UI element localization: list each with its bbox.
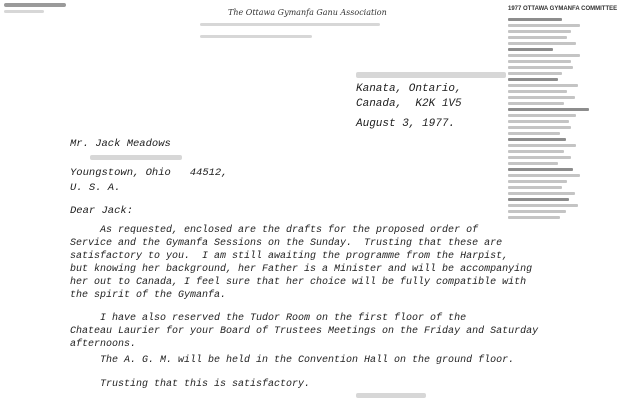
- body-line: The A. G. M. will be held in the Convention Hall on the ground floor.: [70, 355, 515, 366]
- body-line: afternoons.: [70, 339, 137, 350]
- body-paragraph-1: [70, 224, 532, 302]
- body-paragraph-2: [70, 312, 538, 351]
- recipient-city: Youngstown, Ohio 44512,: [70, 167, 228, 179]
- body-paragraph-3: [70, 354, 514, 367]
- body-line: satisfactory to you. I am still awaiting the programme from the Harpist,: [70, 251, 509, 262]
- letterhead-meeting-bar: [200, 35, 312, 38]
- letterhead-tag-bar-2: [4, 10, 44, 13]
- body-paragraph-4: [70, 378, 310, 391]
- signature-closing-bar: [356, 393, 426, 398]
- body-line: the spirit of the Gymanfa.: [70, 290, 227, 301]
- body-line: Trusting that this is satisfactory.: [70, 379, 311, 390]
- body-line: Chateau Laurier for your Board of Trustees Meetings on the Friday and Saturday: [70, 326, 539, 337]
- body-line: Service and the Gymanfa Sessions on the Sunday. Trusting that these are: [70, 238, 503, 249]
- sender-city: Kanata, Ontario,: [356, 83, 462, 95]
- sender-country: Canada, K2K 1V5: [356, 98, 462, 110]
- recipient-country: U. S. A.: [70, 182, 121, 194]
- recipient-name: Mr. Jack Meadows: [70, 138, 171, 150]
- body-line: but knowing her background, her Father is a Minister and will be accompanying: [70, 264, 533, 275]
- body-line: As requested, enclosed are the drafts for the proposed order of: [70, 225, 479, 236]
- recipient-street-bar: [90, 155, 182, 160]
- letter-date: August 3, 1977.: [356, 118, 456, 130]
- salutation: Dear Jack:: [70, 205, 134, 217]
- committee-title: 1977 OTTAWA GYMANFA COMMITTEE: [508, 6, 617, 12]
- letterhead-tag-bar: [4, 3, 66, 7]
- letterhead-org-name: The Ottawa Gymanfa Ganu Association: [228, 8, 387, 17]
- committee-roster: [508, 18, 598, 222]
- sender-street-bar: [356, 72, 506, 78]
- letterhead-subtitle-bar: [200, 23, 380, 26]
- body-line: her out to Canada, I feel sure that her choice will be fully compatible with: [70, 277, 527, 288]
- body-line: I have also reserved the Tudor Room on the first floor of the: [70, 313, 467, 324]
